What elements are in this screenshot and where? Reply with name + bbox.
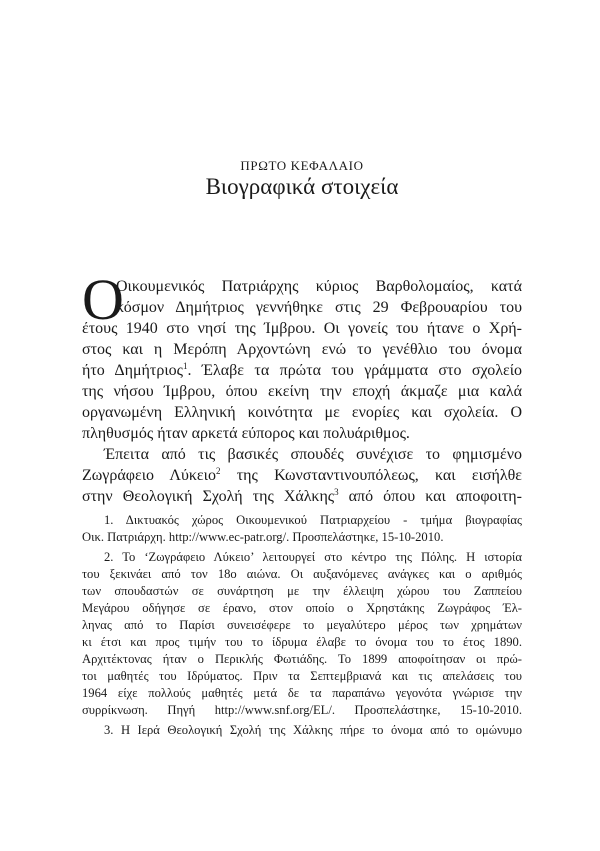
footnote-ref-2: 2 bbox=[215, 466, 221, 476]
chapter-label: ΠΡΩΤΟ ΚΕΦΑΛΑΙΟ bbox=[240, 158, 364, 173]
footnote-line: 2. Το ‘Ζωγράφειο Λύκειο’ λειτουργεί στο κέντρο της Πόλης. Η ιστορία bbox=[104, 550, 522, 564]
text-fragment: στην Θεολογική Σχολή της Χάλκης bbox=[82, 488, 335, 505]
text-fragment: Ζωγράφειο Λύκειο bbox=[82, 467, 216, 484]
footnote-line: του ξεκινάει από τον 18ο αιώνα. Οι αυξανόμενες ανάγκες και ο αριθμός bbox=[82, 567, 522, 581]
text-fragment: από όπου και αποφοιτη- bbox=[338, 488, 522, 505]
footnote-line: Μεγάρου οδήγησε σε έρανο, στον οποίο ο Χρηστάκης Ζωγράφος Έλ- bbox=[82, 601, 522, 615]
footnote-ref-3: 3 bbox=[334, 487, 339, 497]
text-fragment: . Έλαβε τα πρώτα του γράμματα στο σχολείο bbox=[187, 362, 522, 379]
text-line: οργανωμένη Ελληνική κοινότητα με ενορίες και σχολεία. Ο bbox=[82, 404, 522, 421]
text-line: στος και η Μερόπη Αρχοντώνη ενώ το γενέθλιο του όνομα bbox=[82, 341, 522, 358]
footnote-line: Οικ. Πατριάρχη. http://www.ec-patr.org/. Προσπελάστηκε, 15-10-2010. bbox=[82, 530, 444, 544]
text-line: Οικουμενικός Πατριάρχης κύριος Βαρθολομαίος, κατά bbox=[116, 278, 522, 295]
footnote-ref-1: 1 bbox=[182, 361, 188, 371]
book-page bbox=[82, 0, 522, 851]
footnote-line: τοι μαθητές του Ιδρύματος. Πριν τα Σεπτεμβριανά και τις απελάσεις του bbox=[82, 669, 522, 683]
text-line bbox=[82, 360, 522, 381]
text-fragment: ήτο Δημήτριος bbox=[82, 362, 183, 379]
body-text bbox=[82, 267, 523, 507]
text-line bbox=[82, 465, 522, 486]
text-line bbox=[82, 486, 522, 507]
footnote-line: Αρχιτέκτονας ήταν ο Περικλής Φωτιάδης. Το 1899 αποφοίτησαν οι πρώ- bbox=[82, 652, 522, 666]
text-line: πληθυσμός ήταν αρκετά εύπορος και πολυάριθμος. bbox=[82, 425, 410, 442]
text-line: της νήσου Ίμβρου, όπου εκείνη την εποχή άκμαζε μια καλά bbox=[82, 383, 522, 400]
footnotes bbox=[82, 512, 522, 739]
chapter-title: Βιογραφικά στοιχεία bbox=[205, 174, 399, 199]
footnote-line: 1964 είχε πολλούς μαθητές μετά δε τα παραπάνω γεγονότα γνώρισε την bbox=[82, 686, 522, 700]
text-line: Έπειτα από τις βασικές σπουδές συνέχισε το φημισμένο bbox=[104, 446, 522, 463]
footnote-line: ληνας από το Παρίσι συνεισέφερε το μεγαλύτερο μέρος των χρημάτων bbox=[82, 618, 522, 632]
footnote-line: κι έτσι και προς τιμήν του το ίδρυμα έλαβε το όνομα του το έτος 1890. bbox=[82, 635, 522, 649]
text-line: κόσμον Δημήτριος γεννήθηκε στις 29 Φεβρουαρίου του bbox=[116, 299, 522, 316]
footnote-line: 1. Δικτυακός χώρος Οικουμενικού Πατριαρχείου - τμήμα βιογραφίας bbox=[104, 513, 522, 527]
text-fragment: της Κωνσταντινουπόλεως, και εισήλθε bbox=[220, 467, 523, 484]
footnote-line: 3. Η Ιερά Θεολογική Σχολή της Χάλκης πήρε το όνομα από το ομώνυμο bbox=[104, 723, 522, 737]
text-line: έτους 1940 στο νησί της Ίμβρου. Οι γονείς του ήτανε ο Χρή- bbox=[82, 320, 522, 337]
footnote-line: συρρίκνωση. Πηγή http://www.snf.org/EL/. Προσπελάστηκε, 15-10-2010. bbox=[82, 703, 522, 717]
drop-cap: Ο bbox=[82, 267, 124, 332]
footnote-line: των σπουδαστών σε συνάρτηση με την έλλειψη χώρου του Ζαππείου bbox=[82, 584, 522, 598]
